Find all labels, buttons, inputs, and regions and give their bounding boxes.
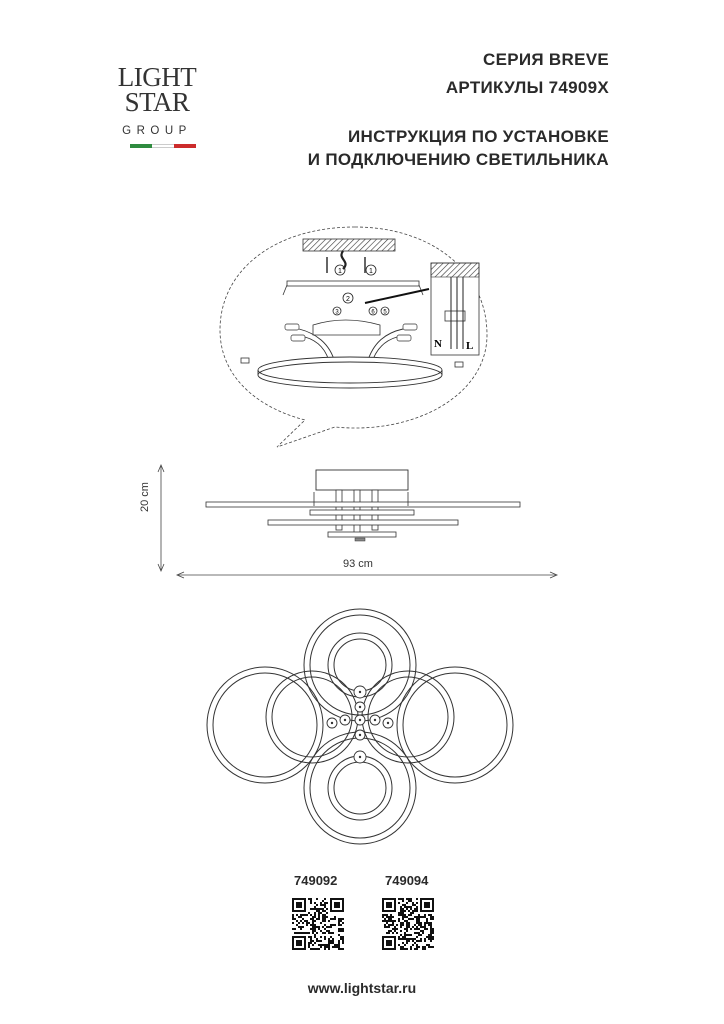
italian-flag-stripe (130, 144, 196, 148)
top-view-drawing (200, 595, 520, 860)
step-marker (343, 293, 353, 303)
ring-bottom-outer (304, 732, 416, 844)
step-marker (335, 265, 345, 275)
height-dimension-label: 20 cm (139, 482, 151, 512)
website-link[interactable]: www.lightstar.ru (307, 980, 417, 996)
series-title: СЕРИЯ BREVE (483, 50, 609, 69)
step-marker (366, 265, 376, 275)
svg-text:2: 2 (346, 296, 350, 303)
brand-logo (112, 55, 202, 155)
logo-line-3: GROUP (122, 125, 192, 137)
step-marker (333, 307, 341, 316)
svg-text:1: 1 (338, 268, 342, 275)
width-dimension-label: 93 cm (343, 558, 373, 570)
article-code-2: 749094 (385, 873, 429, 888)
logo-line-2: STAR (124, 87, 190, 117)
svg-text:3: 3 (335, 309, 339, 316)
instruction-title-line-2: И ПОДКЛЮЧЕНИЮ СВЕТИЛЬНИКА (307, 150, 609, 169)
svg-text:5: 5 (383, 309, 387, 316)
step-marker (381, 307, 389, 316)
article-code-1: 749092 (294, 873, 338, 888)
logo-line-1: LIGHT (117, 62, 197, 92)
installation-diagram (215, 225, 495, 455)
mounting-bracket (287, 281, 419, 286)
ring-left-outer (207, 667, 323, 783)
ring-middle (268, 520, 458, 525)
ceiling-block (303, 239, 395, 251)
connection-arrow (365, 289, 429, 303)
ring-right-outer (397, 667, 513, 783)
lamp-ring (258, 357, 442, 383)
qr-code-icon[interactable] (382, 898, 434, 950)
svg-text:6: 6 (371, 309, 375, 316)
neutral-label: N (434, 338, 442, 350)
ring-bottom (328, 532, 396, 537)
live-label: L (466, 340, 474, 352)
canopy (316, 470, 408, 490)
step-marker (369, 307, 377, 316)
central-hub (327, 686, 393, 763)
qr-code-icon[interactable] (292, 898, 344, 950)
ring-top (206, 502, 520, 507)
articles-title: АРТИКУЛЫ 74909X (445, 78, 609, 97)
instruction-title-line-1: ИНСТРУКЦИЯ ПО УСТАНОВКЕ (348, 127, 609, 146)
svg-text:1: 1 (369, 268, 373, 275)
